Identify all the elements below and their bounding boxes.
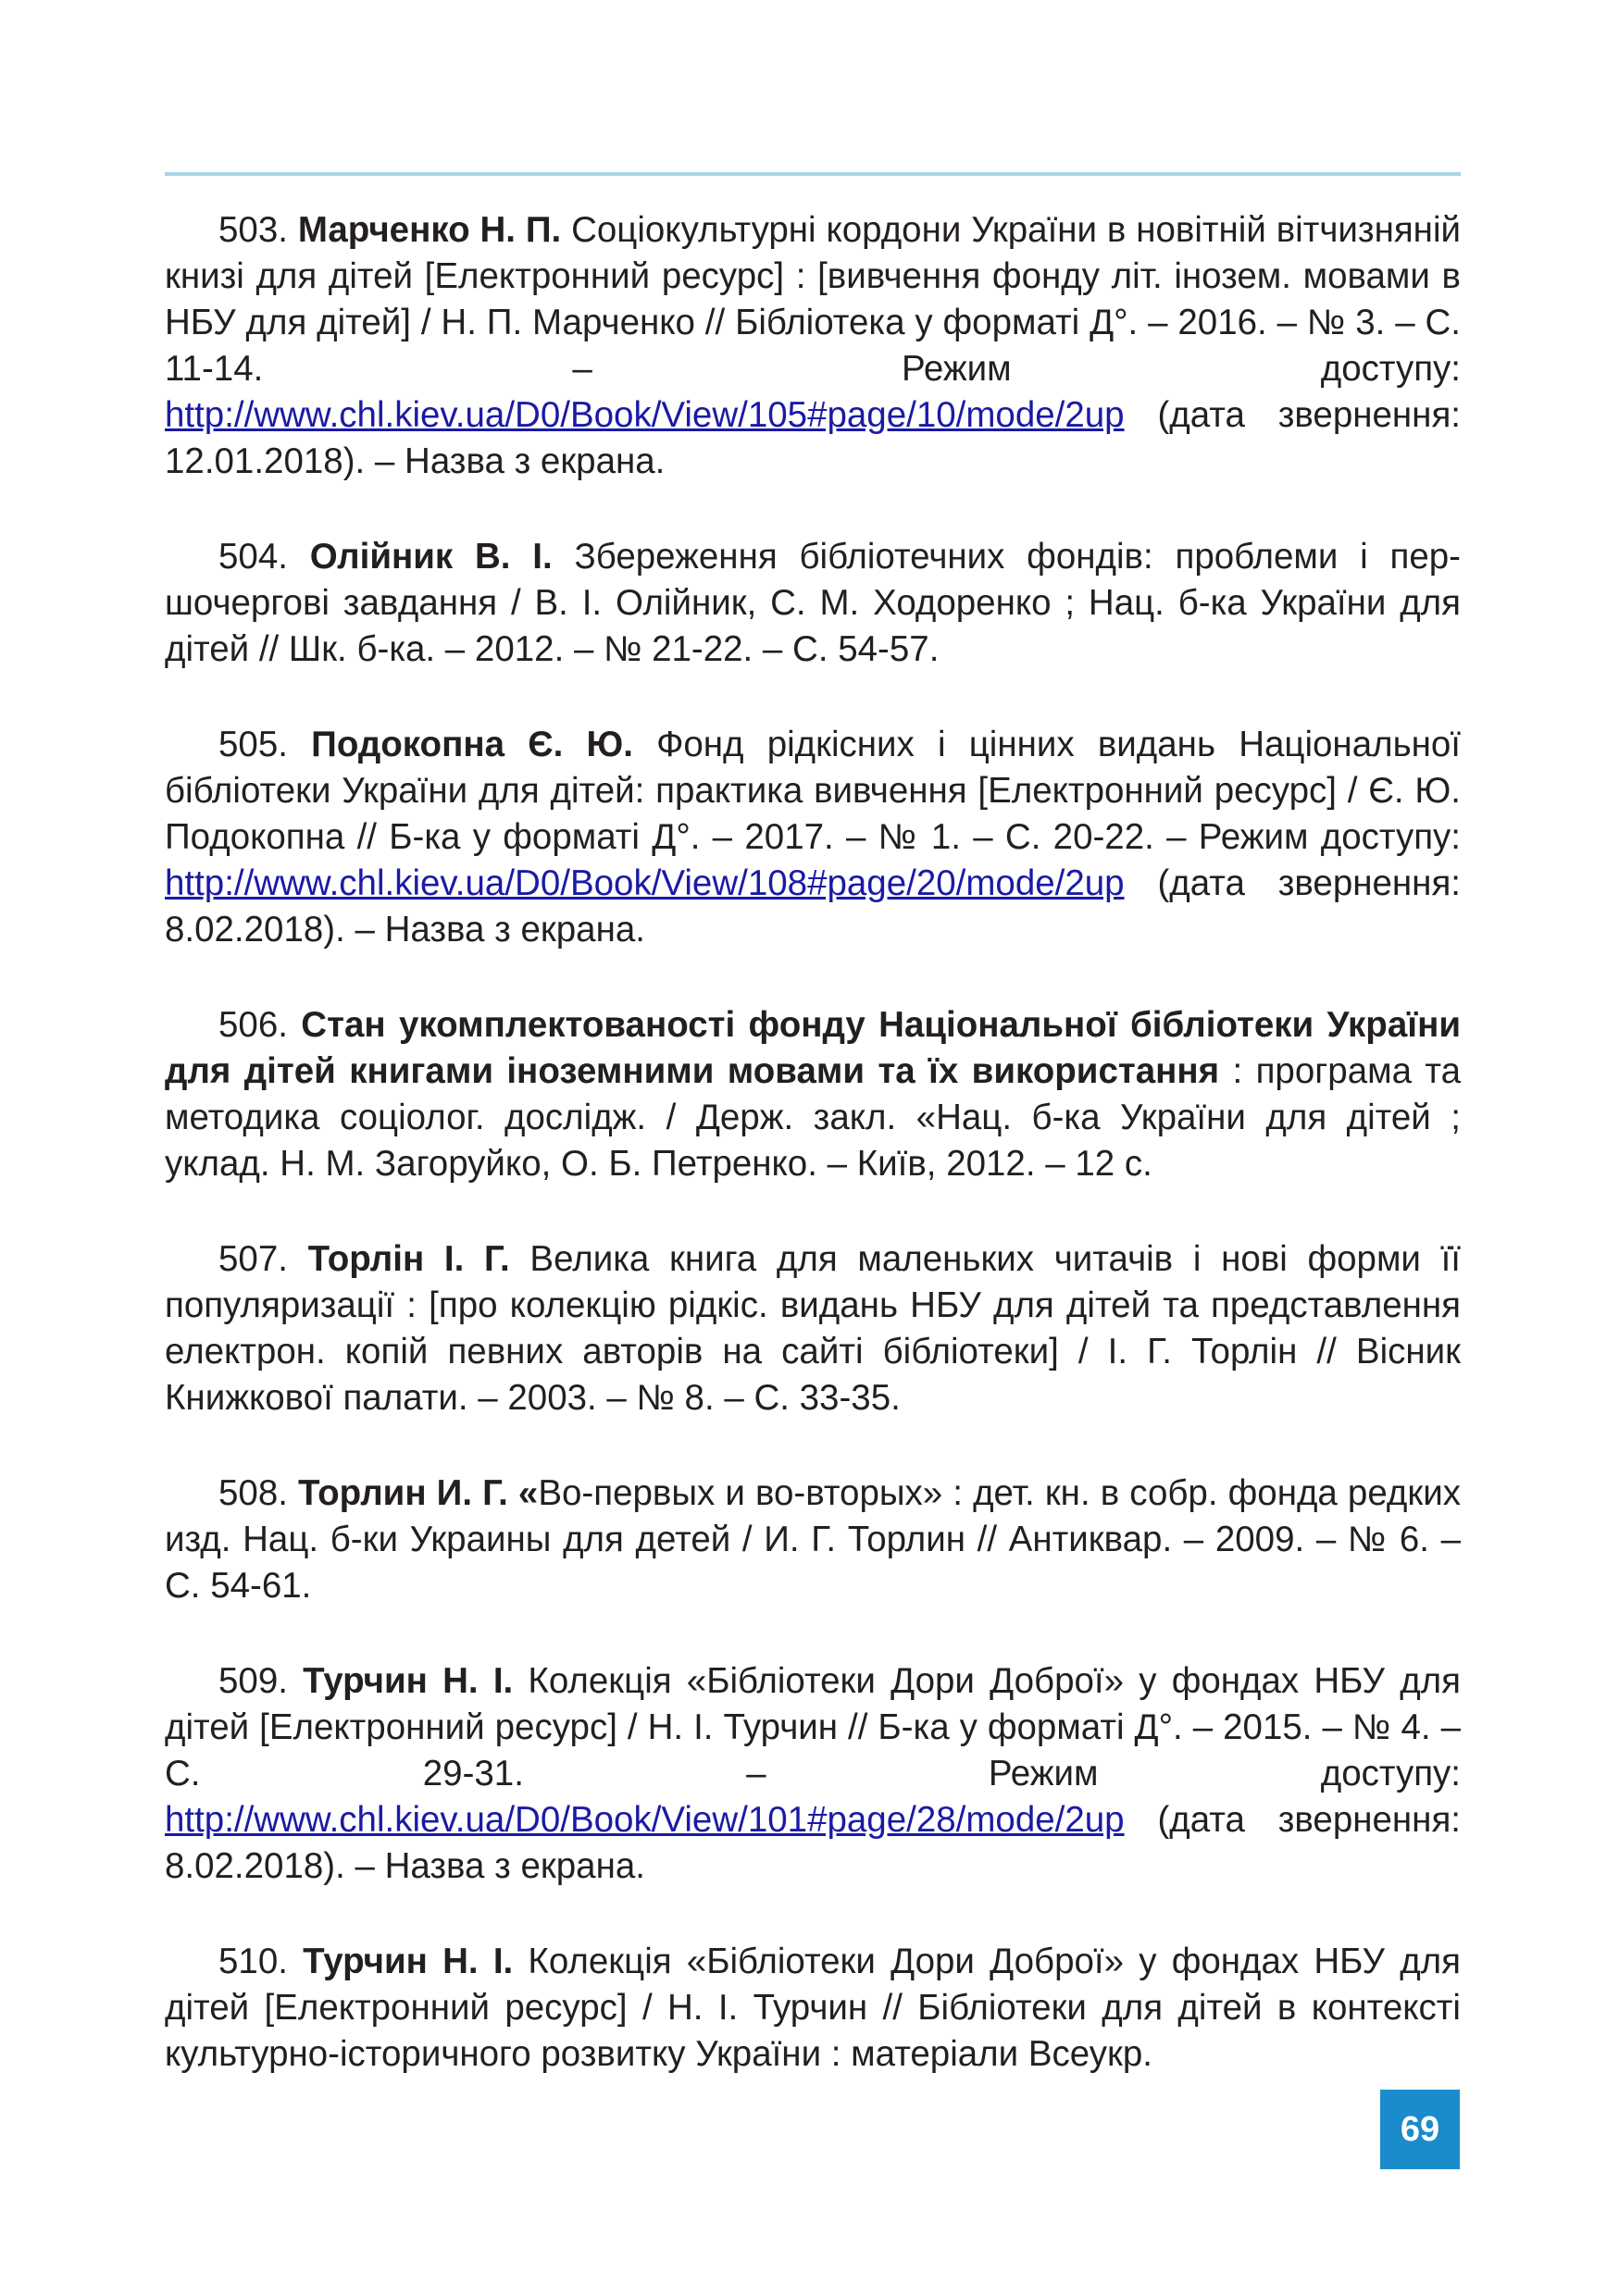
page-number-badge: 69: [1380, 2090, 1460, 2169]
entry-number: 503.: [218, 210, 288, 250]
entry-author: Олійник В. І.: [309, 537, 553, 577]
entry-author: Турчин Н. І.: [303, 1661, 514, 1701]
entry-504: [165, 534, 1461, 673]
entry-link[interactable]: http://www.chl.kiev.ua/D0/Book/View/101#page/28/mode/2up: [165, 1800, 1125, 1840]
entry-title: Стан укомплектованості фонду Національної бібліотеки України для дітей книгами іноземними мовами та їх використання: [165, 1005, 1461, 1091]
entry-503: [165, 207, 1461, 485]
entry-text-tail: (дата звернення: 12.01.2018). – Назва з екрана.: [165, 395, 1461, 481]
entry-text: Фонд рідкісних і цінних видань Національної бібліотеки України для дітей: практика вивчення [Електронний ресурс] / Є. Ю. Подокопна // Б-ка у форматі Д°. – 2017. – № 1. – С. 20-22. – Режим доступу:: [165, 725, 1462, 857]
entry-505: [165, 722, 1461, 953]
entry-text-tail: (дата звернення: 8.02.2018). – Назва з екрана.: [165, 1800, 1461, 1886]
bibliography-list: [165, 207, 1461, 2127]
entry-text: Соціокультурні кордони України в новітній вітчизняній книзі для дітей [Електронний ресурс] : [вивчення фонду літ. інозем. мовами в НБУ для дітей] / Н. П. Марченко // Бібліотека у форматі Д°. – 2016. – № 3. – С. 11-14. – Режим доступу:: [165, 210, 1462, 389]
entry-510: [165, 1939, 1461, 2078]
entry-author: Торлін І. Г.: [307, 1239, 510, 1279]
entry-author: Марченко Н. П.: [297, 210, 562, 250]
entry-text: Велика книга для маленьких читачів і нові форми її популяризації : [про колекцію рідкіс. видань НБУ для дітей та представлення електрон. копій певних авторів на сайті бібліотеки] / І. Г. Торлін // Вісник Книжкової палати. – 2003. – № 8. – С. 33-35.: [165, 1239, 1462, 1418]
entry-link[interactable]: http://www.chl.kiev.ua/D0/Book/View/105#page/10/mode/2up: [165, 395, 1125, 435]
entry-text-tail: (дата звернення: 8.02.2018). – Назва з екрана.: [165, 863, 1461, 949]
entry-text: Колекція «Бібліотеки Дори Доброї» у фондах НБУ для дітей [Електронний ресурс] / Н. І. Турчин // Бібліотеки для дітей в контексті культурно-історичного розвитку України : матеріали Всеукр.: [165, 1942, 1461, 2074]
entry-507: [165, 1236, 1461, 1421]
entry-author: Турчин Н. І.: [303, 1942, 514, 1981]
entry-author: Подокопна Є. Ю.: [311, 725, 633, 764]
entry-text: Колекція «Бібліотеки Дори Доброї» у фондах НБУ для дітей [Електронний ресурс] / Н. І. Турчин // Б-ка у форматі Д°. – 2015. – № 4. – С. 29-31. – Режим доступу:: [165, 1661, 1461, 1793]
entry-number: 509.: [218, 1661, 288, 1701]
entry-link[interactable]: http://www.chl.kiev.ua/D0/Book/View/108#page/20/mode/2up: [165, 863, 1125, 903]
entry-text: Во-первых и во-вторых» : дет. кн. в собр. фонда редких изд. Нац. б-ки Украины для детей / И. Г. Торлин // Антиквар. – 2009. – № 6. – С. 54-61.: [165, 1473, 1461, 1606]
entry-number: 506.: [218, 1005, 288, 1045]
entry-509: [165, 1658, 1461, 1890]
entry-author: Торлин И. Г. «: [298, 1473, 539, 1513]
entry-number: 505.: [218, 725, 288, 764]
entry-number: 508.: [218, 1473, 288, 1513]
entry-number: 504.: [218, 537, 288, 577]
top-rule: [165, 172, 1461, 176]
entry-text: Збереження бібліотечних фондів: проблеми і першочергові завдання / В. І. Олійник, С. М. Ходоренко ; Нац. б-ка України для дітей // Шк. б-ка. – 2012. – № 21-22. – С. 54-57.: [165, 537, 1461, 669]
entry-number: 510.: [218, 1942, 288, 1981]
entry-number: 507.: [218, 1239, 288, 1279]
entry-text: : програма та методика соціолог. дослідж. / Держ. закл. «Нац. б-ка України для дітей ; уклад. Н. М. Загоруйко, О. Б. Петренко. – Київ, 2012. – 12 с.: [165, 1051, 1461, 1184]
entry-508: [165, 1471, 1461, 1609]
entry-506: [165, 1002, 1461, 1187]
